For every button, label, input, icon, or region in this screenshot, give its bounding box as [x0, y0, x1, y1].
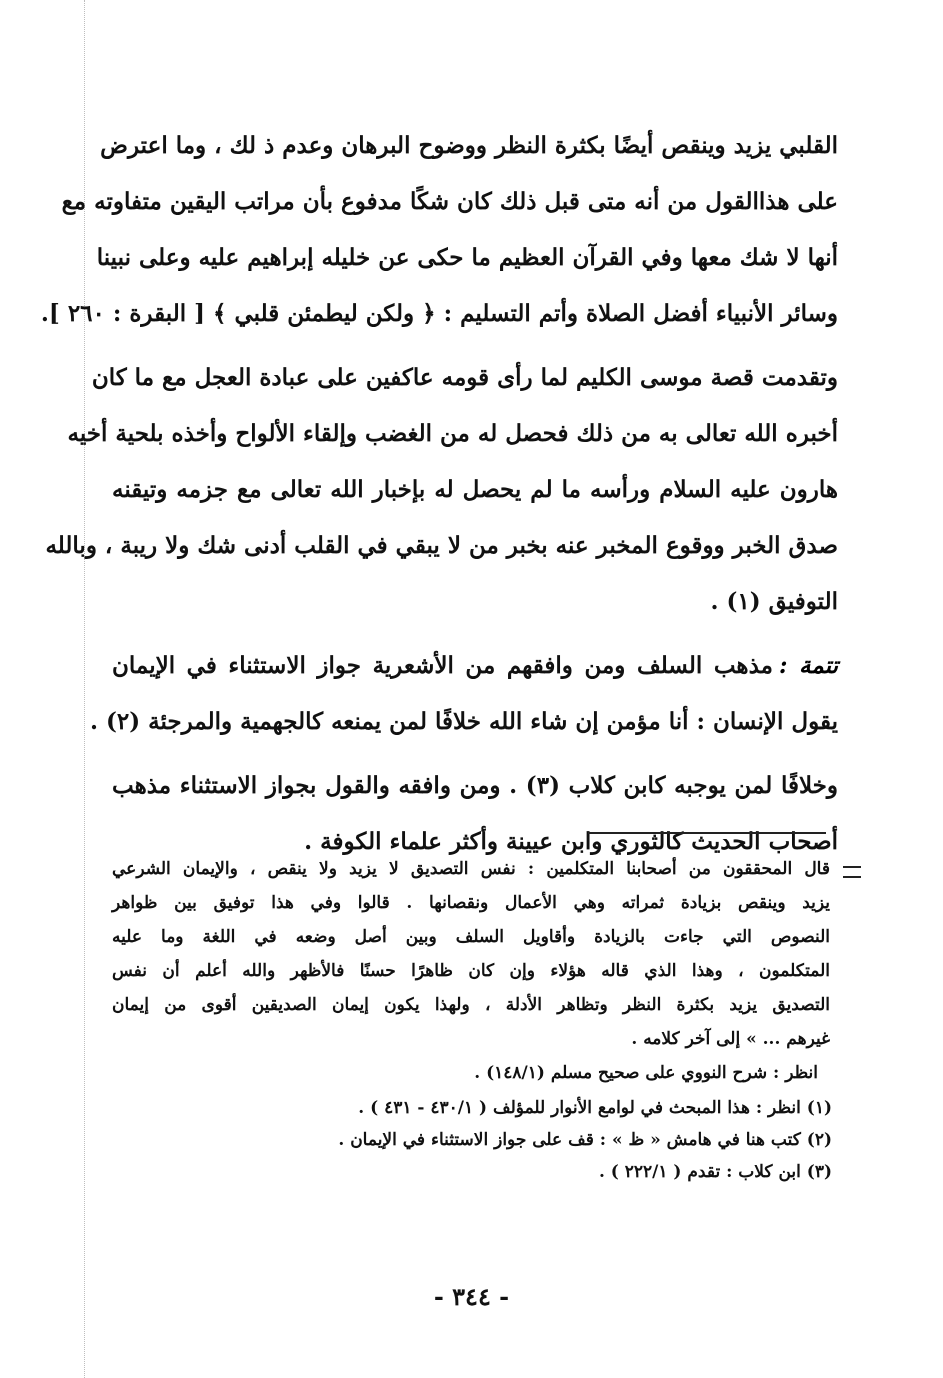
continuation-mark [843, 866, 861, 878]
footnote-continuation [112, 852, 830, 1090]
tatimma-label: تتمة : [778, 652, 838, 679]
footnote-line: يزيد وينقص بزيادة ثمراته وهي الأعمال ونقصانها . قالوا وفي هذا توفيق بين ظواهر [112, 893, 830, 913]
text-line: صدق الخبر ووقوع المخبر عنه بخبر من لا يبقي في القلب أدنى شك ولا ريبة ، وبالله [45, 532, 838, 559]
text-line: القلبي يزيد وينقص أيضًا بكثرة النظر ووضوح البرهان وعدم ذ لك ، وما اعترض [100, 132, 838, 159]
text-line: أنها لا شك معها وفي القرآن العظيم ما حكى عن خليله إبراهيم عليه وعلى نبينا [96, 244, 838, 271]
footnote-separator [588, 832, 826, 834]
text-line: وسائر الأنبياء أفضل الصلاة وأتم التسليم : ﴿ ولكن ليطمئن قلبي ﴾ [ البقرة : ٢٦٠ ]. [40, 300, 838, 327]
tatimma-text: مذهب السلف ومن وافقهم من الأشعرية جواز الاستثناء في الإيمان [112, 652, 773, 679]
text-line: هارون عليه السلام ورأسه ما لم يحصل له بإخبار الله تعالى مع جزمه وتيقنه [112, 476, 838, 503]
footnote-2: (٢) كتب هنا في هامش « ظ » : قف على جواز الاستثناء في الإيمان . [338, 1130, 832, 1150]
text-line: وخلافًا لمن يوجبه كابن كلاب (٣) . ومن وافقه والقول بجواز الاستثناء مذهب [112, 772, 839, 799]
text-line: أصحاب الحديث كالثوري وابن عيينة وأكثر علماء الكوفة . [304, 828, 838, 855]
text-line: وتقدمت قصة موسى الكليم لما رأى قومه عاكفين على عبادة العجل مع ما كان [91, 364, 838, 391]
footnote-line: النصوص التي جاءت بالزيادة وأقاويل السلف وبين أصل وضعه في اللغة وما عليه [112, 927, 830, 947]
footnote-line: غيرهم ... » إلى آخر كلامه . [631, 1029, 830, 1049]
text-line: أخبره الله تعالى به من ذلك فحصل له من الغضب وإلقاء الألواح وأخذه بلحية أخيه [67, 420, 838, 447]
text-line: يقول الإنسان : أنا مؤمن إن شاء الله خلافًا لمن يمنعه كالجهمية والمرجئة (٢) . [89, 708, 838, 735]
text-line: التوفيق (١) . [710, 588, 838, 615]
tatimma-line [112, 638, 838, 694]
footnote-line: المتكلمون ، وهذا الذي قاله هؤلاء وإن كان ظاهرًا حسنًا فالأظهر والله أعلم أن نفس [112, 961, 830, 981]
footnote-line: التصديق يزيد بكثرة النظر وتظاهر الأدلة ، ولهذا يكون إيمان الصديقين أقوى من إيمان [112, 995, 830, 1015]
page-number: - ٣٤٤ - [433, 1282, 510, 1311]
text-line: على هذاالقول من أنه متى قبل ذلك كان شكًا مدفوع بأن مراتب اليقين متفاوته مع [61, 188, 838, 215]
main-text [40, 118, 839, 870]
footnote-1: (١) انظر : هذا المبحث في لوامع الأنوار للمؤلف ( ٤٣٠/١ - ٤٣١ ) . [358, 1098, 832, 1118]
footnote-line: انظر : شرح النووي على صحيح مسلم (١٤٨/١) . [474, 1063, 818, 1083]
footnote-3: (٣) ابن كلاب : تقدم ( ٢٢٢/١ ) . [598, 1162, 832, 1182]
footnotes [112, 1092, 832, 1188]
footnote-line: قال المحققون من أصحابنا المتكلمين : نفس التصديق لا يزيد ولا ينقص ، والإيمان الشرعي [112, 859, 830, 879]
